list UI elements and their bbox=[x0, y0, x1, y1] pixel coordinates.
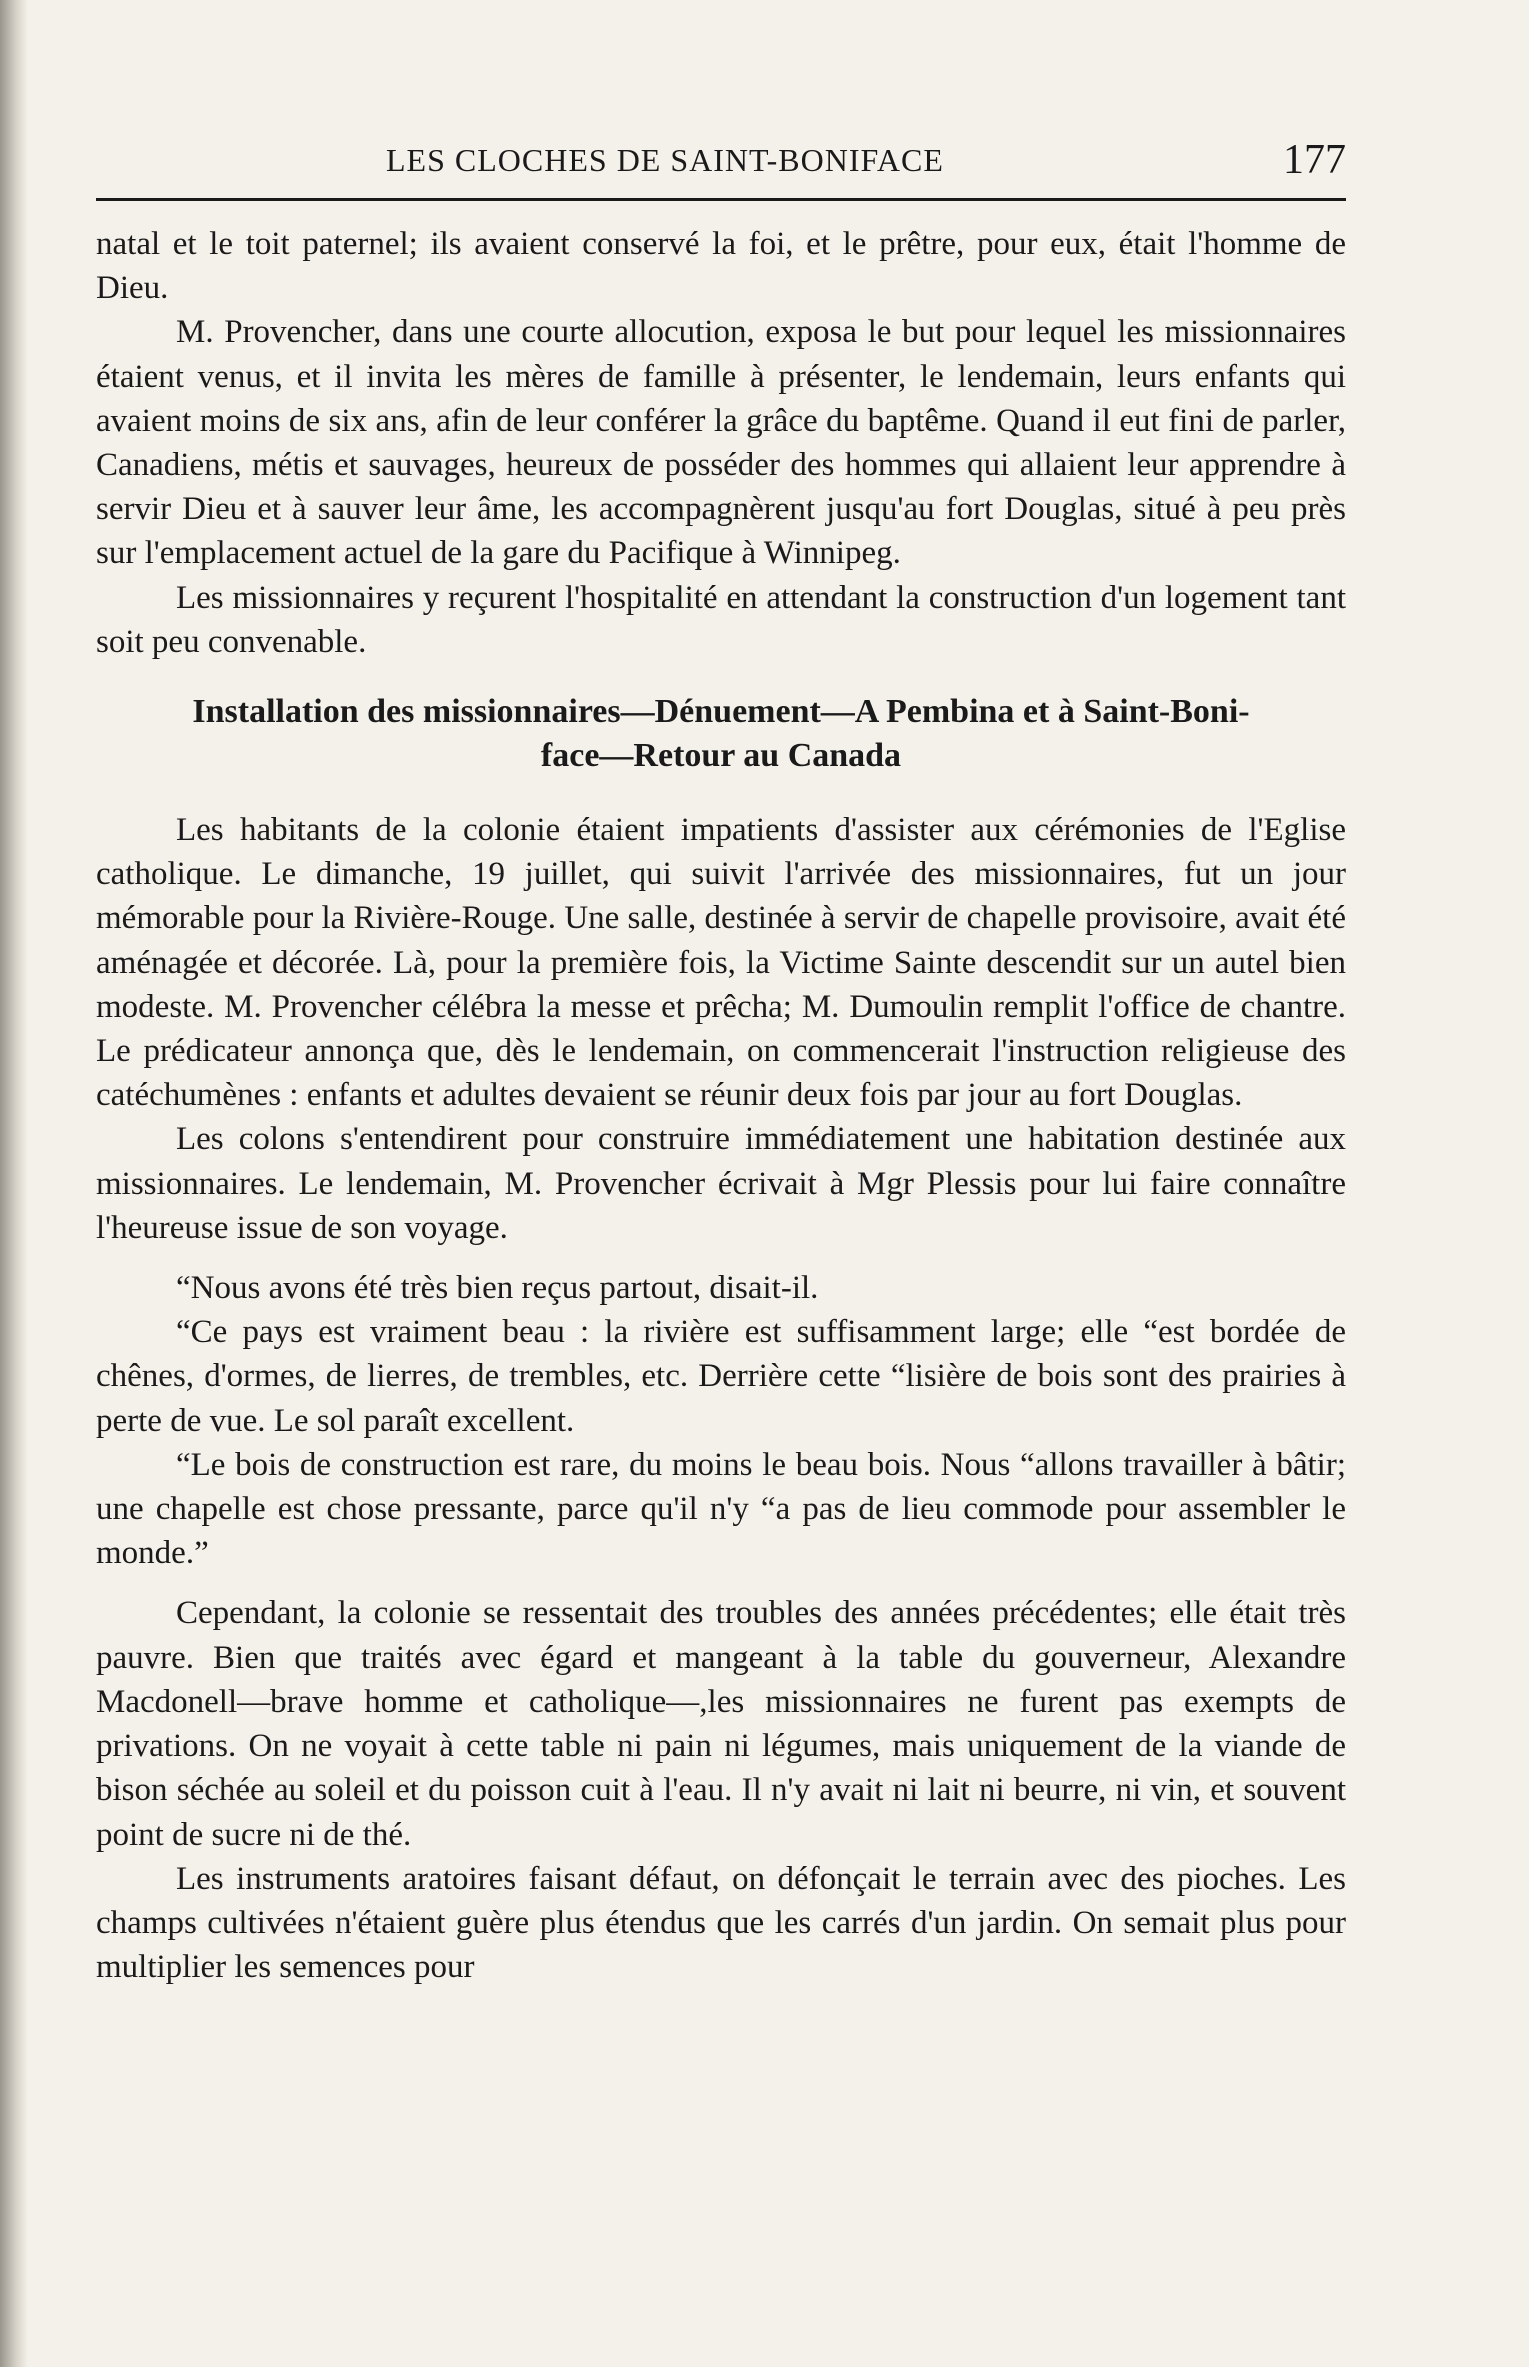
body-text bbox=[96, 222, 1346, 1989]
paragraph: Les colons s'entendirent pour construire immédiatement une habitation destinée aux missionnaires. Le lendemain, M. Provencher écrivait à Mgr Plessis pour lui faire connaître l'heureuse issue de son voyage. bbox=[96, 1121, 1346, 1246]
section-heading bbox=[96, 690, 1346, 778]
quoted-paragraph: “Ce pays est vraiment beau : la rivière est suffisamment large; elle “est bordée de chênes, d'ormes, de lierres, de trembles, etc. Derrière cette “lisière de bois sont des prairies à perte de vue. Le sol paraît excellent. bbox=[96, 1314, 1346, 1439]
section-heading-line: Installation des missionnaires—Dénuement—A Pembina et à Saint-Boni- bbox=[192, 693, 1250, 731]
paragraph: natal et le toit paternel; ils avaient conservé la foi, et le prêtre, pour eux, était l'homme de Dieu. bbox=[96, 226, 1346, 307]
spacer bbox=[96, 1575, 1346, 1591]
paragraph: M. Provencher, dans une courte allocution, exposa le but pour lequel les missionnaires étaient venus, et il invita les mères de famille à présenter, le lendemain, leurs enfants qui avaient moins de six ans, afin de leur conférer la grâce du baptême. Quand il eut fini de parler, Canadiens, métis et sauvages, heureux de posséder des hommes qui allaient leur apprendre à servir Dieu et à sauver leur âme, les accompagnèrent jusqu'au fort Douglas, situé à peu près sur l'emplacement actuel de la gare du Pacifique à Winnipeg. bbox=[96, 314, 1346, 572]
paragraph: Cependant, la colonie se ressentait des troubles des années précédentes; elle était très pauvre. Bien que traités avec égard et mangeant à la table du gouverneur, Alexandre Macdonell—brave homme et catholique—,les missionnaires ne furent pas exempts de privations. On ne voyait à cette table ni pain ni légumes, mais uniquement de la viande de bison séchée au soleil et du poisson cuit à l'eau. Il n'y avait ni lait ni beurre, ni vin, et souvent point de sucre ni de thé. bbox=[96, 1595, 1346, 1853]
running-title: LES CLOCHES DE SAINT-BONIFACE bbox=[386, 142, 944, 178]
paragraph: Les habitants de la colonie étaient impatients d'assister aux cérémonies de l'Eglise catholique. Le dimanche, 19 juillet, qui suivit l'arrivée des missionnaires, fut un jour mémorable pour la Rivière-Rouge. Une salle, destinée à servir de chapelle provisoire, avait été aménagée et décorée. Là, pour la première fois, la Victime Sainte descendit sur un autel bien modeste. M. Provencher célébra la messe et prêcha; M. Dumoulin remplit l'office de chantre. Le prédicateur annonça que, dès le lendemain, on commencerait l'instruction religieuse des catéchumènes : enfants et adultes devaient se réunir deux fois par jour au fort Douglas. bbox=[96, 812, 1346, 1114]
paragraph: Les missionnaires y reçurent l'hospitalité en attendant la construction d'un logement tant soit peu convenable. bbox=[96, 579, 1346, 660]
paragraph: Les instruments aratoires faisant défaut, on défonçait le terrain avec des pioches. Les champs cultivées n'étaient guère plus étendus que les carrés d'un jardin. On semait plus pour multiplier les semences pour bbox=[96, 1860, 1346, 1986]
section-heading-line: face—Retour au Canada bbox=[540, 737, 902, 775]
quoted-paragraph: “Nous avons été très bien reçus partout, disait-il. bbox=[176, 1270, 819, 1307]
page-header bbox=[96, 136, 1346, 196]
spacer bbox=[96, 1250, 1346, 1266]
header-rule bbox=[96, 198, 1346, 201]
binding-shadow bbox=[0, 0, 28, 2367]
quoted-paragraph: “Le bois de construction est rare, du moins le beau bois. Nous “allons travailler à bâtir; une chapelle est chose pressante, parce qu'il n'y “a pas de lieu commode pour assembler le monde.” bbox=[96, 1446, 1346, 1572]
page-number: 177 bbox=[1283, 137, 1346, 183]
